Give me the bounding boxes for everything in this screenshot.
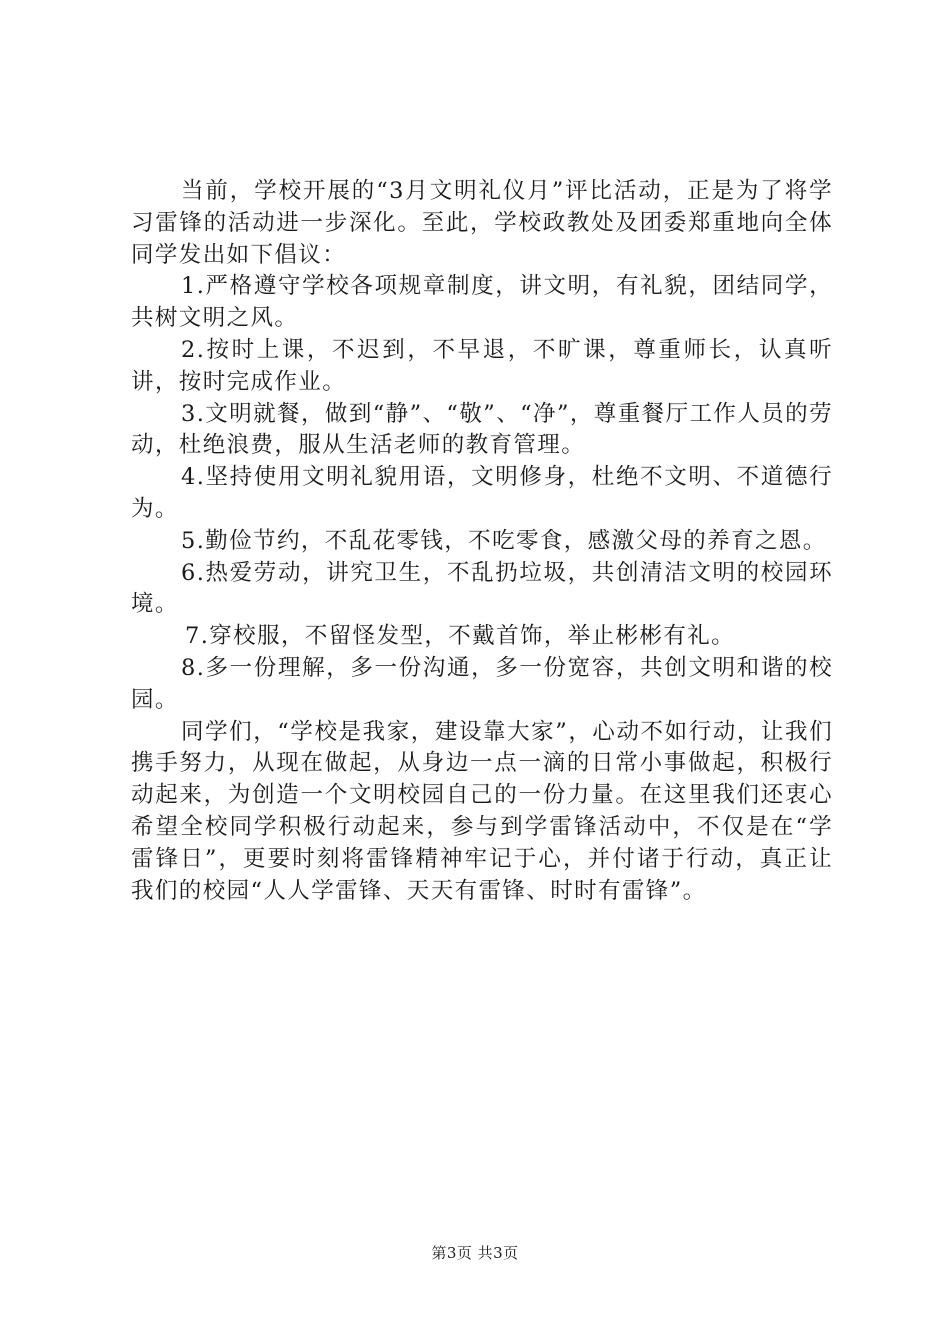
proposal-item-3: 3.文明就餐，做到“静”、“敬”、“净”，尊重餐厅工作人员的劳动，杜绝浪费，服从生活老师的教育管理。 <box>131 400 833 459</box>
document-body <box>131 176 833 907</box>
proposal-item-1: 1.严格遵守学校各项规章制度，讲文明，有礼貌，团结同学，共树文明之风。 <box>131 273 833 332</box>
page-footer: 第3页 共3页 <box>431 1244 519 1262</box>
proposal-item-6: 6.热爱劳动，讲究卫生，不乱扔垃圾，共创清洁文明的校园环境。 <box>131 559 833 618</box>
proposal-item-2: 2.按时上课，不迟到，不早退，不旷课，尊重师长，认真听讲，按时完成作业。 <box>131 336 833 395</box>
proposal-item-8: 8.多一份理解，多一份沟通，多一份宽容，共创文明和谐的校园。 <box>131 654 833 713</box>
proposal-item-4: 4.坚持使用文明礼貌用语，文明修身，杜绝不文明、不道德行为。 <box>131 464 833 522</box>
proposal-item-7: 7.穿校服，不留怪发型，不戴首饰，举止彬彬有礼。 <box>185 623 736 650</box>
proposal-item-5: 5.勤俭节约，不乱花零钱，不吃零食，感激父母的养育之恩。 <box>181 527 827 554</box>
intro-paragraph: 当前，学校开展的“3月文明礼仪月”评比活动，正是为了将学习雷锋的活动进一步深化。至此，学校政教处及团委郑重地向全体同学发出如下倡议： <box>131 178 833 268</box>
closing-paragraph: 同学们，“学校是我家，建设靠大家”，心动不如行动，让我们携手努力，从现在做起，从身边一点一滴的日常小事做起，积极行动起来，为创造一个文明校园自己的一份力量。在这里我们还衷心希望全校同学积极行动起来，参与到学雷锋活动中，不仅是在“学雷锋日”，更要时刻将雷锋精神牢记于心，并付诸于行动，真正让我们的校园“人人学雷锋、天天有雷锋、时时有雷锋”。 <box>131 718 833 904</box>
